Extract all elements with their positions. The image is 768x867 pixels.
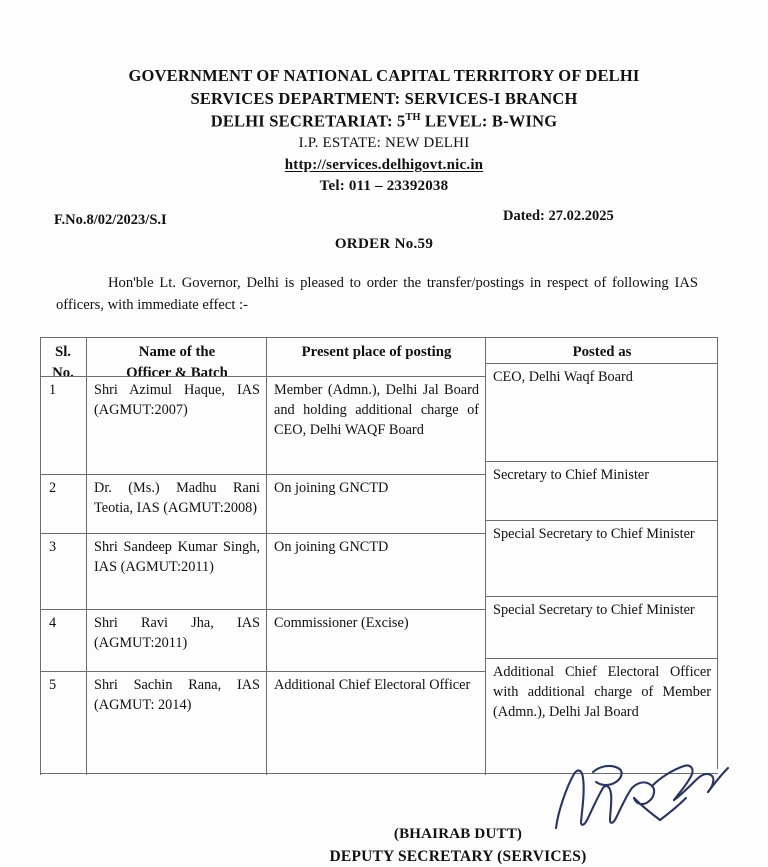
table-row: 4 xyxy=(49,615,57,631)
table-row: Member (Admn.), Delhi Jal Board and holding additional charge of CEO, Delhi WAQF Board xyxy=(274,382,479,439)
column-header-present-posting-label: Present place of posting xyxy=(301,344,452,360)
column-header-present-posting xyxy=(267,338,485,376)
table-row: 3 xyxy=(49,539,57,555)
order-body-text: Hon'ble Lt. Governor, Delhi is pleased to order the transfer/postings in respect of following IAS officers, with immediate effect :- xyxy=(56,275,698,314)
table-row: Shri Azimul Haque, IAS (AGMUT:2007) xyxy=(94,382,260,419)
table-row: 2 xyxy=(49,480,57,496)
table-row: Secretary to Chief Minister xyxy=(493,467,650,483)
letterhead-line-department: SERVICES DEPARTMENT: SERVICES-I BRANCH xyxy=(190,88,578,108)
column-header-posted-as xyxy=(486,338,717,363)
order-number: ORDER No.59 xyxy=(334,236,434,252)
secretariat-ordinal-suffix: TH xyxy=(405,112,421,123)
table-row: On joining GNCTD xyxy=(274,539,389,555)
table-row: Shri Ravi Jha, IAS (AGMUT:2011) xyxy=(94,615,260,652)
secretariat-suffix: LEVEL: B-WING xyxy=(420,111,558,131)
table-row: Special Secretary to Chief Minister xyxy=(493,602,695,618)
column-header-officer-name-line2: Officer & Batch xyxy=(126,364,228,376)
column-header-sl-no-line1: Sl. xyxy=(54,344,72,360)
table-row: 5 xyxy=(49,677,57,693)
table-row: 1 xyxy=(49,382,57,398)
signatory-designation: DEPUTY SECRETARY (SERVICES) xyxy=(329,848,587,865)
rule-table-bottom xyxy=(40,773,718,774)
transfer-postings-table xyxy=(40,337,718,775)
column-header-officer-name xyxy=(87,338,266,376)
column-header-sl-no-line2: No. xyxy=(52,364,74,376)
column-header-sl-no xyxy=(40,338,86,376)
column-header-officer-name-line1: Name of the xyxy=(138,344,216,360)
table-row: CEO, Delhi Waqf Board xyxy=(493,369,633,385)
letterhead-line-estate: I.P. ESTATE: NEW DELHI xyxy=(298,135,470,151)
table-row: Dr. (Ms.) Madhu Rani Teotia, IAS (AGMUT:2008) xyxy=(94,480,260,517)
signatory-name: (BHAIRAB DUTT) xyxy=(393,826,523,842)
letterhead xyxy=(0,68,768,200)
table-row: Additional Chief Electoral Officer xyxy=(274,677,471,693)
table-row: Special Secretary to Chief Minister xyxy=(493,526,695,542)
table-row: Additional Chief Electoral Officer with additional charge of Member (Admn.), Delhi Jal Board xyxy=(493,664,711,721)
file-number: F.No.8/02/2023/S.I xyxy=(54,212,167,228)
letterhead-line-secretariat xyxy=(0,113,768,130)
rule-right xyxy=(717,337,718,769)
table-row: On joining GNCTD xyxy=(274,480,389,496)
letterhead-line-government: GOVERNMENT OF NATIONAL CAPITAL TERRITORY OF DELHI xyxy=(128,66,640,85)
table-row: Shri Sachin Rana, IAS (AGMUT: 2014) xyxy=(94,677,260,714)
letterhead-website-url[interactable]: http://services.delhigovt.nic.in xyxy=(284,157,484,173)
secretariat-prefix: DELHI SECRETARIAT: 5 xyxy=(210,111,406,131)
table-row: Commissioner (Excise) xyxy=(274,615,409,631)
letterhead-telephone: Tel: 011 – 23392038 xyxy=(319,178,449,194)
column-header-posted-as-label: Posted as xyxy=(572,344,632,360)
table-row: Shri Sandeep Kumar Singh, IAS (AGMUT:2011) xyxy=(94,539,260,576)
order-date: Dated: 27.02.2025 xyxy=(503,208,614,224)
